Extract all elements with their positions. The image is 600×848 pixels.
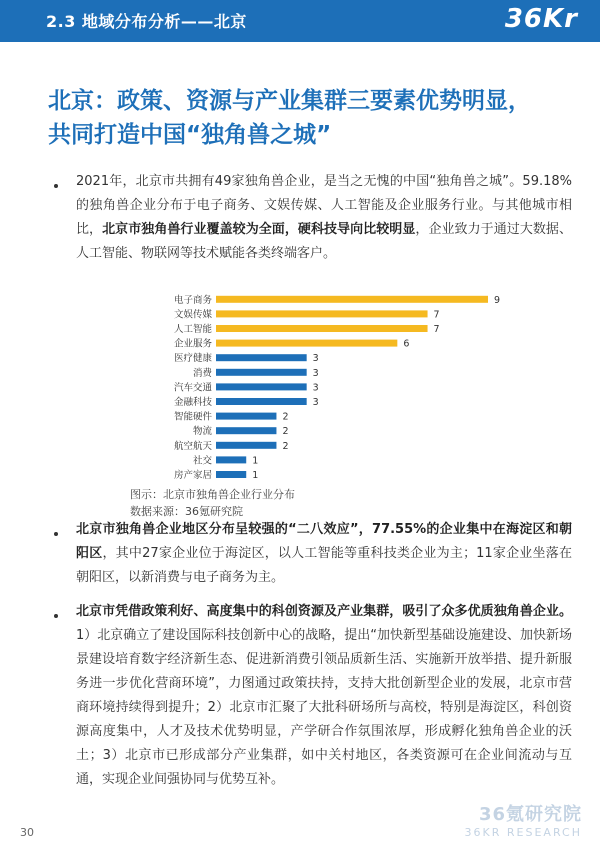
paragraph-overview [76,170,572,266]
value-label: 9 [494,294,501,306]
category-label: 社交 [192,455,212,467]
bar [216,325,428,332]
category-label: 医疗健康 [173,353,212,365]
value-label: 2 [282,426,289,438]
value-label: 1 [252,470,259,481]
page-number: 30 [20,826,34,839]
category-label: 房产家居 [173,470,212,481]
value-label: 2 [282,440,289,452]
value-label: 1 [252,455,259,467]
para-bold: 北京市凭借政策利好、高度集中的科创资源及产业集群，吸引了众多优质独角兽企业。 [76,604,572,619]
bar [216,413,276,420]
value-label: 3 [312,367,319,379]
page-title-line-2: 共同打造中国“独角兽之城” [48,122,332,148]
page-title-line-1: 北京：政策、资源与产业集群三要素优势明显， [48,88,531,114]
para-text: 1）北京确立了建设国际科技创新中心的战略，提出“加快新型基础设施建设、加快新场景建设培育数字经济新生态、促进新消费引领品质新生活、实施新开放举措、提升新服务进一步优化营商环境”，力图通过政策扶持，支持大批创新型企业的发展，北京市营商环境持续得到提升；2）北京市汇聚了大批科研场所与高校，特别是海淀区，科创资源高度集中，人才及技术优势明显，产学研合作氛围浓厚，形成孵化独角兽企业的沃土；3）北京市已形成部分产业集群，如中关村地区，各类资源可在企业间流动与互通，实现企业间强协同与优势互补。 [76,628,573,787]
chart-caption: 图示：北京市独角兽企业行业分布 [130,488,295,501]
bullet-dot [54,614,58,618]
bullet-dot [54,532,58,536]
bar [216,296,488,303]
category-label: 电子商务 [173,294,212,306]
bar [216,398,307,405]
category-label: 文娱传媒 [173,309,212,321]
header-bar [0,0,600,42]
para-bold: 北京市独角兽企业地区分布呈较强的“二八效应”，77.55%的企业集中在海淀区和朝阳区 [76,522,572,561]
bar [216,442,276,449]
bar [216,340,397,347]
bar [216,383,307,390]
value-label: 7 [433,324,440,335]
value-label: 3 [312,353,319,365]
value-label: 7 [433,309,440,321]
category-label: 金融科技 [173,397,212,408]
bar [216,310,428,317]
watermark-en: 36KR RESEARCH [464,826,582,839]
category-label: 航空航天 [173,440,212,452]
bar [216,456,246,463]
paragraph-distribution [76,518,572,590]
bullet-dot [54,184,58,188]
category-label: 人工智能 [173,324,212,335]
industry-bar-chart [100,288,520,484]
category-label: 消费 [192,367,212,379]
watermark-cn: 36氪研究院 [478,804,582,825]
bar [216,427,276,434]
brand-logo: 36Kr [504,4,578,34]
para-text: ，其中27家企业位于海淀区，以人工智能等重科技类企业为主；11家企业坐落在朝阳区，以新消费与电子商务为主。 [76,546,572,585]
paragraph-advantages [76,600,572,792]
bar [216,369,307,376]
bar [216,354,307,361]
para-bold: 北京市独角兽行业覆盖较为全面，硬科技导向比较明显 [102,222,416,237]
page-title [48,84,578,152]
category-label: 智能硬件 [173,411,212,423]
value-label: 3 [312,382,319,394]
watermark [465,800,582,839]
value-label: 2 [282,411,289,423]
bar [216,471,246,478]
category-label: 汽车交通 [173,382,212,394]
section-title: 2.3 地域分布分析——北京 [46,12,247,31]
category-label: 物流 [192,426,212,438]
value-label: 6 [403,338,410,350]
para-text: 2021年，北京市共拥有49家独角兽企业，是当之无愧的中国“独角兽之城”。59.18%的独角兽企业分布于电子商务、文娱传媒、人工智能及企业服务行业。与其他城市相比， [76,174,572,237]
para-text: ，企业致力于通过大数据、人工智能、物联网等技术赋能各类终端客户。 [76,222,572,261]
value-label: 3 [312,397,319,408]
category-label: 企业服务 [173,338,212,350]
chart-source: 数据来源：36氪研究院 [130,505,243,518]
